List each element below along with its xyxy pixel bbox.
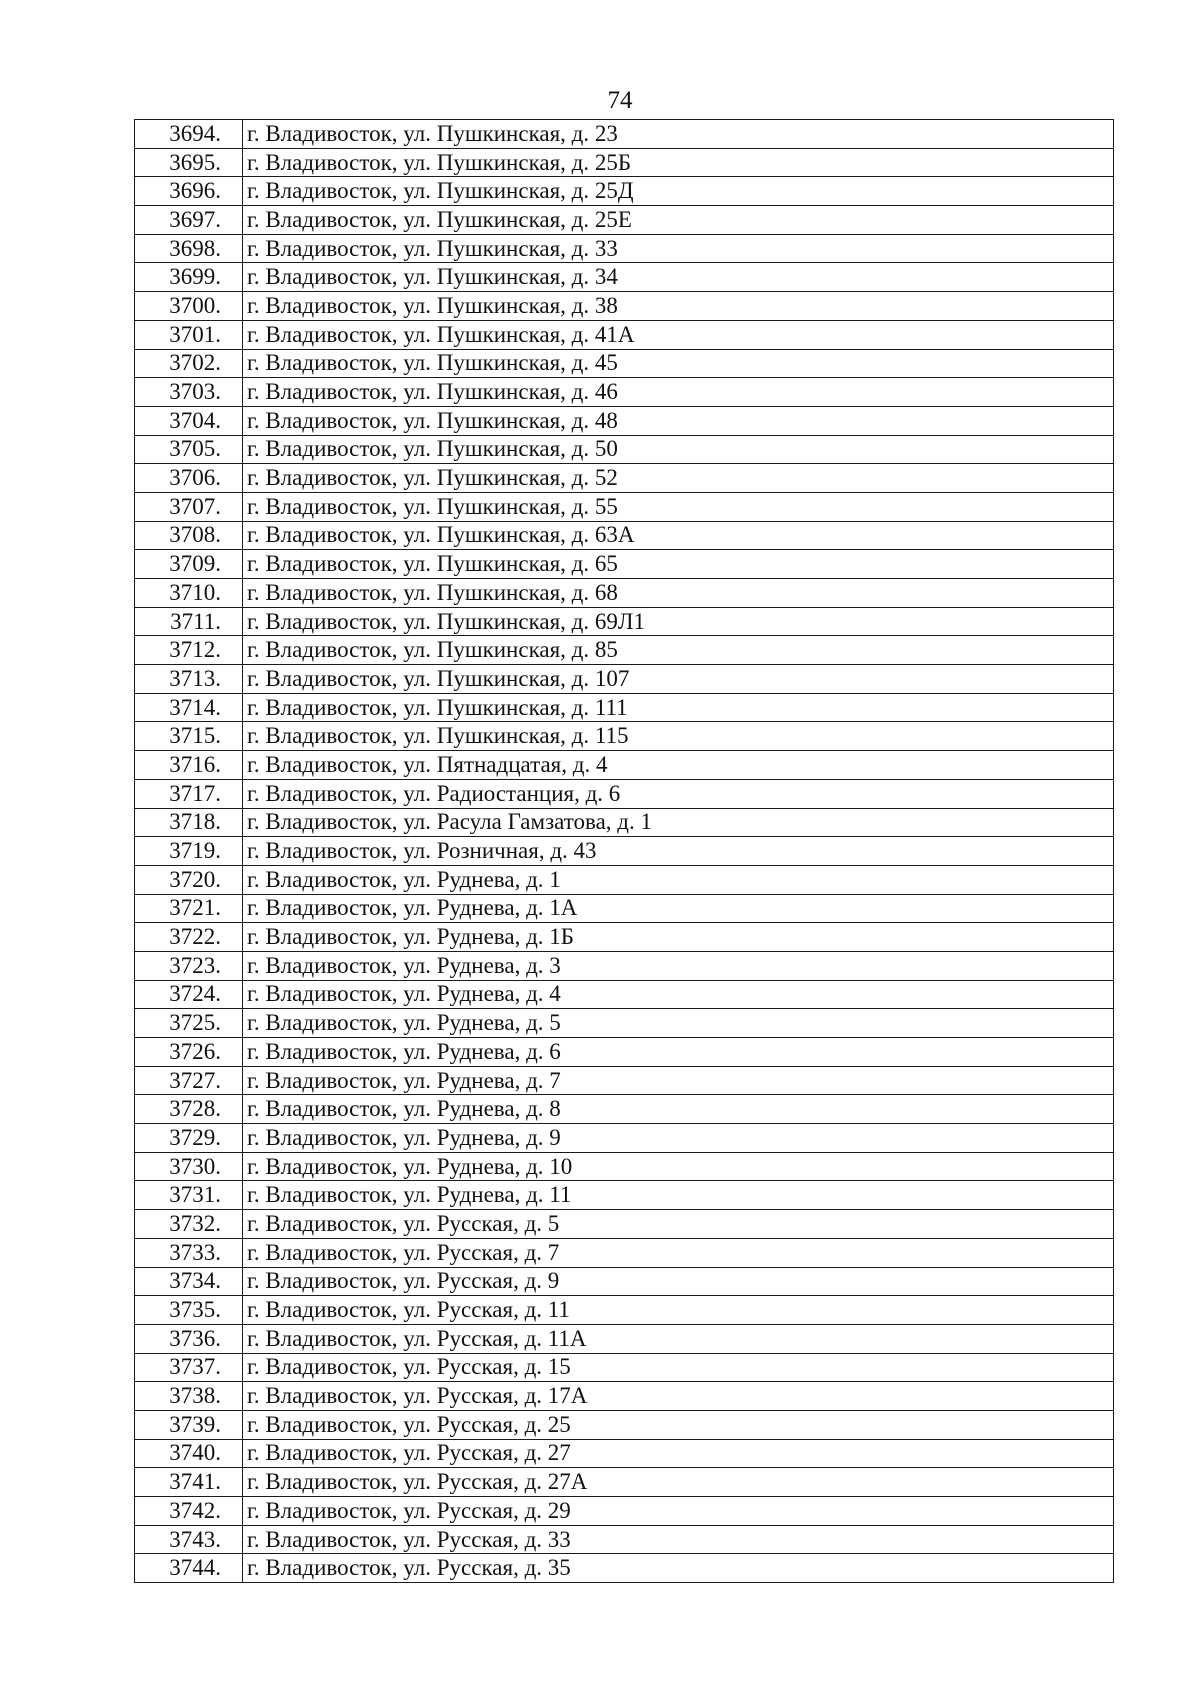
table-row: [135, 148, 1114, 177]
row-number: 3722.: [135, 923, 243, 952]
row-address: г. Владивосток, ул. Радиостанция, д. 6: [243, 779, 1114, 808]
row-number: 3734.: [135, 1267, 243, 1296]
row-address: г. Владивосток, ул. Пушкинская, д. 55: [243, 492, 1114, 521]
row-address: г. Владивосток, ул. Пушкинская, д. 46: [243, 378, 1114, 407]
row-address: г. Владивосток, ул. Пушкинская, д. 115: [243, 722, 1114, 751]
row-number: 3729.: [135, 1124, 243, 1153]
row-address: г. Владивосток, ул. Пушкинская, д. 63А: [243, 521, 1114, 550]
table-row: [135, 349, 1114, 378]
row-address: г. Владивосток, ул. Пушкинская, д. 25Б: [243, 148, 1114, 177]
table-row: [135, 1439, 1114, 1468]
row-address: г. Владивосток, ул. Пушкинская, д. 38: [243, 292, 1114, 321]
row-address: г. Владивосток, ул. Пушкинская, д. 48: [243, 406, 1114, 435]
table-row: [135, 234, 1114, 263]
table-row: [135, 1152, 1114, 1181]
table-row: [135, 1210, 1114, 1239]
row-number: 3721.: [135, 894, 243, 923]
row-address: г. Владивосток, ул. Пятнадцатая, д. 4: [243, 751, 1114, 780]
table-row: [135, 292, 1114, 321]
row-address: г. Владивосток, ул. Руднева, д. 4: [243, 980, 1114, 1009]
table-row: [135, 1525, 1114, 1554]
table-row: [135, 1238, 1114, 1267]
table-row: [135, 923, 1114, 952]
row-address: г. Владивосток, ул. Руднева, д. 3: [243, 951, 1114, 980]
row-address: г. Владивосток, ул. Руднева, д. 11: [243, 1181, 1114, 1210]
table-row: [135, 722, 1114, 751]
row-number: 3740.: [135, 1439, 243, 1468]
address-table: [134, 119, 1114, 1583]
row-address: г. Владивосток, ул. Руднева, д. 6: [243, 1038, 1114, 1067]
row-number: 3720.: [135, 865, 243, 894]
row-number: 3730.: [135, 1152, 243, 1181]
table-row: [135, 1353, 1114, 1382]
table-row: [135, 1038, 1114, 1067]
table-row: [135, 464, 1114, 493]
table-row: [135, 1410, 1114, 1439]
table-row: [135, 263, 1114, 292]
table-row: [135, 1181, 1114, 1210]
row-address: г. Владивосток, ул. Пушкинская, д. 34: [243, 263, 1114, 292]
row-number: 3728.: [135, 1095, 243, 1124]
row-address: г. Владивосток, ул. Руднева, д. 1А: [243, 894, 1114, 923]
row-number: 3725.: [135, 1009, 243, 1038]
row-address: г. Владивосток, ул. Руднева, д. 5: [243, 1009, 1114, 1038]
table-row: [135, 1382, 1114, 1411]
row-address: г. Владивосток, ул. Русская, д. 11А: [243, 1324, 1114, 1353]
row-number: 3717.: [135, 779, 243, 808]
table-row: [135, 751, 1114, 780]
row-number: 3732.: [135, 1210, 243, 1239]
row-number: 3697.: [135, 206, 243, 235]
row-number: 3699.: [135, 263, 243, 292]
table-row: [135, 808, 1114, 837]
row-number: 3743.: [135, 1525, 243, 1554]
row-address: г. Владивосток, ул. Русская, д. 7: [243, 1238, 1114, 1267]
table-row: [135, 980, 1114, 1009]
row-address: г. Владивосток, ул. Пушкинская, д. 25Е: [243, 206, 1114, 235]
table-row: [135, 894, 1114, 923]
table-row: [135, 579, 1114, 608]
table-row: [135, 378, 1114, 407]
row-address: г. Владивосток, ул. Руднева, д. 9: [243, 1124, 1114, 1153]
row-address: г. Владивосток, ул. Русская, д. 27А: [243, 1468, 1114, 1497]
table-row: [135, 320, 1114, 349]
row-number: 3698.: [135, 234, 243, 263]
table-row: [135, 177, 1114, 206]
row-address: г. Владивосток, ул. Пушкинская, д. 45: [243, 349, 1114, 378]
row-address: г. Владивосток, ул. Пушкинская, д. 111: [243, 693, 1114, 722]
row-number: 3695.: [135, 148, 243, 177]
row-number: 3700.: [135, 292, 243, 321]
row-address: г. Владивосток, ул. Пушкинская, д. 85: [243, 636, 1114, 665]
row-address: г. Владивосток, ул. Русская, д. 35: [243, 1554, 1114, 1583]
row-address: г. Владивосток, ул. Русская, д. 11: [243, 1296, 1114, 1325]
table-row: [135, 1554, 1114, 1583]
row-number: 3738.: [135, 1382, 243, 1411]
row-number: 3716.: [135, 751, 243, 780]
row-address: г. Владивосток, ул. Русская, д. 33: [243, 1525, 1114, 1554]
row-address: г. Владивосток, ул. Руднева, д. 8: [243, 1095, 1114, 1124]
row-address: г. Владивосток, ул. Пушкинская, д. 69Л1: [243, 607, 1114, 636]
row-number: 3742.: [135, 1497, 243, 1526]
row-address: г. Владивосток, ул. Пушкинская, д. 68: [243, 579, 1114, 608]
table-row: [135, 521, 1114, 550]
table-row: [135, 1296, 1114, 1325]
row-number: 3736.: [135, 1324, 243, 1353]
table-row: [135, 550, 1114, 579]
table-row: [135, 1009, 1114, 1038]
row-number: 3727.: [135, 1066, 243, 1095]
row-address: г. Владивосток, ул. Русская, д. 9: [243, 1267, 1114, 1296]
row-number: 3705.: [135, 435, 243, 464]
table-row: [135, 1124, 1114, 1153]
row-number: 3739.: [135, 1410, 243, 1439]
row-number: 3711.: [135, 607, 243, 636]
row-number: 3704.: [135, 406, 243, 435]
table-row: [135, 865, 1114, 894]
row-number: 3708.: [135, 521, 243, 550]
table-row: [135, 492, 1114, 521]
row-number: 3744.: [135, 1554, 243, 1583]
row-number: 3706.: [135, 464, 243, 493]
row-address: г. Владивосток, ул. Пушкинская, д. 33: [243, 234, 1114, 263]
row-address: г. Владивосток, ул. Руднева, д. 1Б: [243, 923, 1114, 952]
row-number: 3712.: [135, 636, 243, 665]
table-row: [135, 1066, 1114, 1095]
row-number: 3723.: [135, 951, 243, 980]
table-row: [135, 693, 1114, 722]
row-address: г. Владивосток, ул. Руднева, д. 7: [243, 1066, 1114, 1095]
row-address: г. Владивосток, ул. Пушкинская, д. 50: [243, 435, 1114, 464]
row-address: г. Владивосток, ул. Русская, д. 29: [243, 1497, 1114, 1526]
row-address: г. Владивосток, ул. Русская, д. 25: [243, 1410, 1114, 1439]
row-number: 3696.: [135, 177, 243, 206]
row-number: 3724.: [135, 980, 243, 1009]
table-row: [135, 1468, 1114, 1497]
table-row: [135, 120, 1114, 149]
row-address: г. Владивосток, ул. Пушкинская, д. 23: [243, 120, 1114, 149]
row-address: г. Владивосток, ул. Русская, д. 17А: [243, 1382, 1114, 1411]
row-address: г. Владивосток, ул. Русская, д. 5: [243, 1210, 1114, 1239]
row-number: 3741.: [135, 1468, 243, 1497]
table-row: [135, 406, 1114, 435]
table-row: [135, 1324, 1114, 1353]
row-number: 3710.: [135, 579, 243, 608]
row-address: г. Владивосток, ул. Руднева, д. 10: [243, 1152, 1114, 1181]
row-address: г. Владивосток, ул. Пушкинская, д. 65: [243, 550, 1114, 579]
table-row: [135, 1267, 1114, 1296]
row-address: г. Владивосток, ул. Пушкинская, д. 41А: [243, 320, 1114, 349]
row-number: 3707.: [135, 492, 243, 521]
table-row: [135, 837, 1114, 866]
table-row: [135, 665, 1114, 694]
row-address: г. Владивосток, ул. Расула Гамзатова, д. 1: [243, 808, 1114, 837]
row-number: 3737.: [135, 1353, 243, 1382]
row-address: г. Владивосток, ул. Русская, д. 27: [243, 1439, 1114, 1468]
row-number: 3715.: [135, 722, 243, 751]
table-row: [135, 779, 1114, 808]
row-number: 3718.: [135, 808, 243, 837]
row-address: г. Владивосток, ул. Руднева, д. 1: [243, 865, 1114, 894]
page-number: 74: [607, 87, 633, 114]
row-address: г. Владивосток, ул. Пушкинская, д. 25Д: [243, 177, 1114, 206]
row-number: 3709.: [135, 550, 243, 579]
row-number: 3733.: [135, 1238, 243, 1267]
row-number: 3731.: [135, 1181, 243, 1210]
row-number: 3735.: [135, 1296, 243, 1325]
row-address: г. Владивосток, ул. Пушкинская, д. 52: [243, 464, 1114, 493]
row-number: 3702.: [135, 349, 243, 378]
table-row: [135, 1095, 1114, 1124]
row-number: 3694.: [135, 120, 243, 149]
address-table-body: [135, 120, 1114, 1583]
row-address: г. Владивосток, ул. Розничная, д. 43: [243, 837, 1114, 866]
row-number: 3719.: [135, 837, 243, 866]
table-row: [135, 435, 1114, 464]
row-number: 3726.: [135, 1038, 243, 1067]
row-address: г. Владивосток, ул. Русская, д. 15: [243, 1353, 1114, 1382]
table-row: [135, 951, 1114, 980]
row-number: 3701.: [135, 320, 243, 349]
row-address: г. Владивосток, ул. Пушкинская, д. 107: [243, 665, 1114, 694]
table-row: [135, 607, 1114, 636]
table-row: [135, 1497, 1114, 1526]
row-number: 3703.: [135, 378, 243, 407]
table-row: [135, 636, 1114, 665]
table-row: [135, 206, 1114, 235]
row-number: 3713.: [135, 665, 243, 694]
row-number: 3714.: [135, 693, 243, 722]
